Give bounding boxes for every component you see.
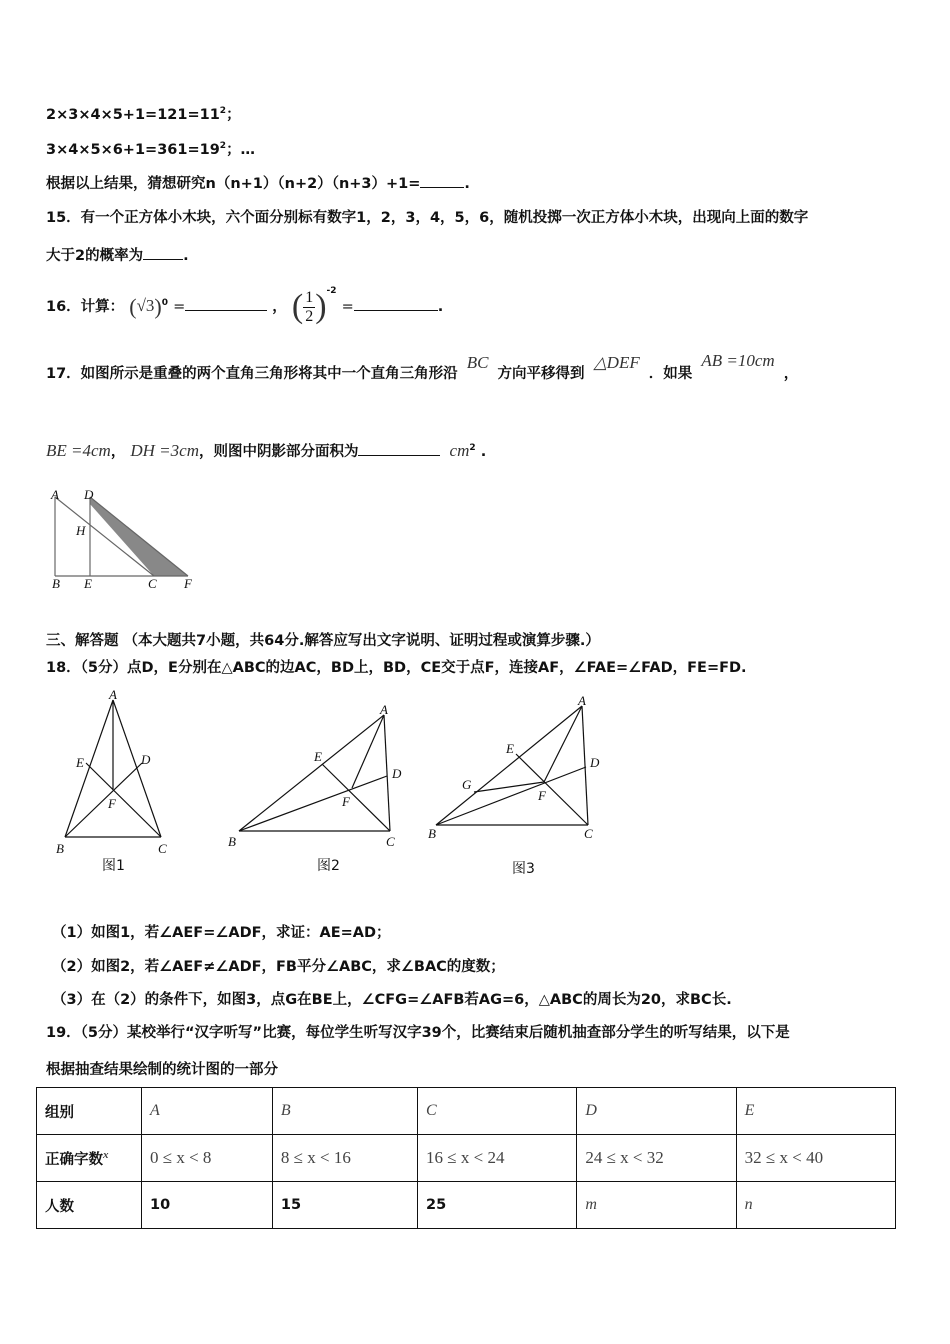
- q18-part-1: （1）如图1，若∠AEF=∠ADF，求证：AE=AD；: [52, 925, 391, 941]
- label-c: C: [148, 576, 157, 591]
- q18-figure-3: [424, 692, 614, 852]
- svg-text:F: F: [538, 788, 546, 803]
- answer-blank[interactable]: [420, 187, 464, 188]
- pattern-question: 根据以上结果，猜想研究n（n+1）（n+2）（n+3）+1= .: [46, 176, 470, 192]
- q15-line-1: 15．有一个正方体小木块，六个面分别标有数字1，2，3，4，5，6，随机投掷一次正方体小木块，出现向上面的数字: [46, 210, 809, 226]
- svg-text:A: A: [380, 702, 388, 717]
- label-h: H: [76, 523, 86, 538]
- q16-line: 16．计算： $(√3)^0$ = ， ( $\frac{1}{2}$ )$^{-2}$ = .: [46, 286, 444, 325]
- row-header-correct: 正确字数$^x$: [37, 1135, 142, 1182]
- fraction-one-half: $\frac{1}{2}$: [305, 288, 314, 325]
- figure-1-caption: 图1: [102, 858, 125, 874]
- svg-text:A: A: [109, 688, 117, 702]
- svg-text:C: C: [158, 841, 167, 856]
- table-cell: E: [736, 1088, 895, 1135]
- svg-text:D: D: [141, 752, 151, 767]
- table-cell: 0 ≤ x < 8: [142, 1135, 273, 1182]
- q17-line-1: 17．如图所示是重叠的两个直角三角形将其中一个直角三角形沿 BC 方向平移得到 △DEF ．如果 AB =10cm ，: [46, 351, 799, 382]
- row-header-group: 组别: [37, 1088, 142, 1135]
- answer-blank[interactable]: [185, 310, 267, 311]
- svg-text:E: E: [506, 741, 514, 756]
- table-cell: 25: [418, 1182, 577, 1229]
- table-cell: B: [272, 1088, 417, 1135]
- q15-line-2: 大于2的概率为 .: [46, 248, 189, 264]
- svg-text:D: D: [392, 766, 402, 781]
- row-header-count: 人数: [37, 1182, 142, 1229]
- q18-figure-2: [222, 700, 422, 850]
- table-cell: m: [577, 1182, 736, 1229]
- q18-figure-1: [48, 688, 178, 858]
- q18-part-2: （2）如图2，若∠AEF≠∠ADF，FB平分∠ABC，求∠BAC的度数；: [52, 959, 505, 975]
- svg-text:D: D: [590, 755, 600, 770]
- table-row: [37, 1088, 896, 1135]
- svg-text:E: E: [314, 749, 322, 764]
- table-row: [37, 1182, 896, 1229]
- table-cell: C: [418, 1088, 577, 1135]
- svg-text:G: G: [462, 777, 472, 792]
- svg-text:C: C: [584, 826, 593, 841]
- table-cell: n: [736, 1182, 895, 1229]
- svg-text:B: B: [56, 841, 64, 856]
- table-cell: 15: [272, 1182, 417, 1229]
- answer-blank[interactable]: [143, 259, 183, 260]
- svg-text:B: B: [428, 826, 436, 841]
- figure-2-caption: 图2: [317, 858, 340, 874]
- table-cell: 8 ≤ x < 16: [272, 1135, 417, 1182]
- table-cell: 24 ≤ x < 32: [577, 1135, 736, 1182]
- svg-text:A: A: [578, 693, 586, 708]
- q19-line-1: 19．（5分）某校举行“汉字听写”比赛，每位学生听写汉字39个，比赛结束后随机抽查部分学生的听写结果，以下是: [46, 1025, 790, 1041]
- answer-blank[interactable]: [358, 455, 440, 456]
- q18-stem: 18．（5分）点D，E分别在△ABC的边AC，BD上，BD，CE交于点F，连接AF，∠FAE=∠FAD，FE=FD.: [46, 660, 747, 676]
- table-cell: 16 ≤ x < 24: [418, 1135, 577, 1182]
- label-a: A: [51, 487, 59, 502]
- q19-line-2: 根据抽查结果绘制的统计图的一部分: [46, 1062, 278, 1078]
- figure-3-caption: 图3: [512, 861, 535, 877]
- q18-part-3: （3）在（2）的条件下，如图3，点G在BE上，∠CFG=∠AFB若AG=6，△ABC的周长为20，求BC长.: [52, 992, 732, 1008]
- table-cell: D: [577, 1088, 736, 1135]
- svg-text:F: F: [342, 794, 350, 809]
- svg-text:C: C: [386, 834, 395, 849]
- label-f: F: [184, 576, 192, 591]
- pattern-line-2: $3\times 4\times 5\times 6+1=361=19^2$；…: [46, 141, 256, 158]
- table-cell: 32 ≤ x < 40: [736, 1135, 895, 1182]
- label-e: E: [84, 576, 92, 591]
- stats-table: [36, 1087, 896, 1229]
- table-cell: A: [142, 1088, 273, 1135]
- section-3-title: 三、解答题 （本大题共7小题，共64分.解答应写出文字说明、证明过程或演算步骤.）: [46, 633, 600, 649]
- table-row: [37, 1135, 896, 1182]
- svg-text:F: F: [108, 796, 116, 811]
- svg-text:E: E: [76, 755, 84, 770]
- label-d: D: [84, 487, 94, 502]
- table-cell: 10: [142, 1182, 273, 1229]
- label-b: B: [52, 576, 60, 591]
- pattern-line-1: $2\times 3\times 4\times 5+1=121=11^2$；: [46, 106, 241, 123]
- q17-figure: [40, 487, 210, 592]
- answer-blank[interactable]: [354, 310, 438, 311]
- svg-text:B: B: [228, 834, 236, 849]
- q17-line-2: BE =4cm， DH =3cm，则图中阴影部分面积为 $cm^2$ .: [46, 441, 487, 460]
